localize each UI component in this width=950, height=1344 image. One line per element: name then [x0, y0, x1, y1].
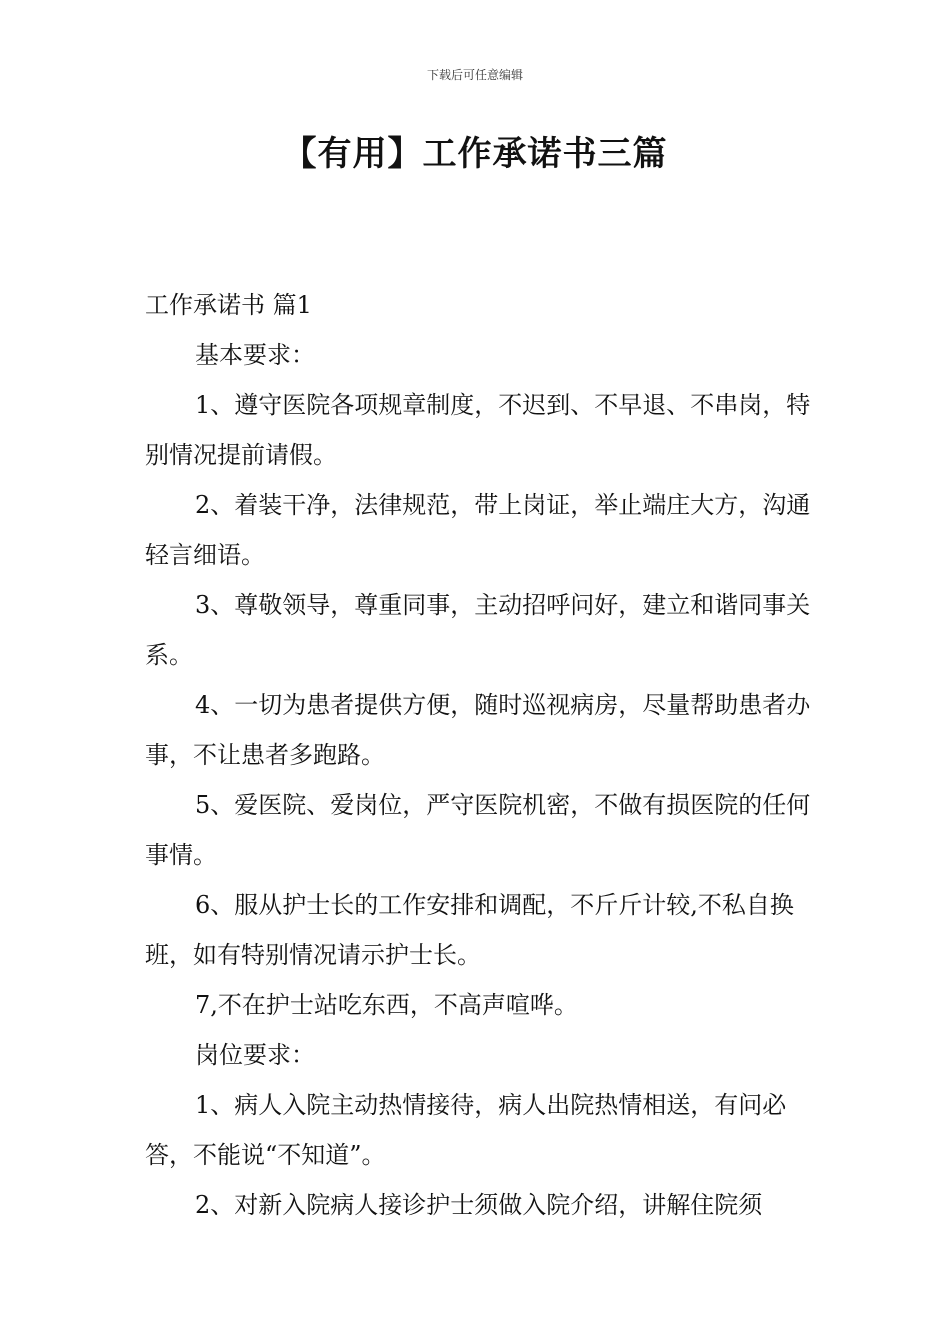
paragraph: 1、病人入院主动热情接待，病人出院热情相送，有问必答，不能说“不知道”。: [145, 1091, 787, 1169]
paragraph-post-requirements-heading: 岗位要求：: [195, 1041, 315, 1069]
document-title: 【有用】工作承诺书三篇: [282, 134, 668, 174]
document-body: [145, 280, 817, 1230]
paragraph-basic-requirements-heading: 基本要求：: [195, 341, 315, 369]
paragraph: 3、尊敬领导，尊重同事，主动招呼问好，建立和谐同事关系。: [145, 591, 811, 669]
paragraph: 2、对新入院病人接诊护士须做入院介绍，讲解住院须: [195, 1191, 763, 1219]
paragraph: 1、遵守医院各项规章制度，不迟到、不早退、不串岗，特别情况提前请假。: [145, 391, 811, 469]
page-header-note: 下载后可任意编辑: [426, 68, 523, 82]
paragraph: 5、爱医院、爱岗位，严守医院机密，不做有损医院的任何事情。: [145, 791, 811, 869]
paragraph: 2、着装干净，法律规范，带上岗证，举止端庄大方，沟通轻言细语。: [145, 491, 811, 569]
paragraph: 6、服从护士长的工作安排和调配，不斤斤计较,不私自换班，如有特别情况请示护士长。: [145, 891, 794, 969]
paragraph: 7,不在护士站吃东西，不高声喧哗。: [195, 991, 578, 1019]
section-heading: 工作承诺书 篇1: [145, 291, 312, 319]
paragraph: 4、一切为患者提供方便，随时巡视病房，尽量帮助患者办事，不让患者多跑路。: [145, 691, 811, 769]
